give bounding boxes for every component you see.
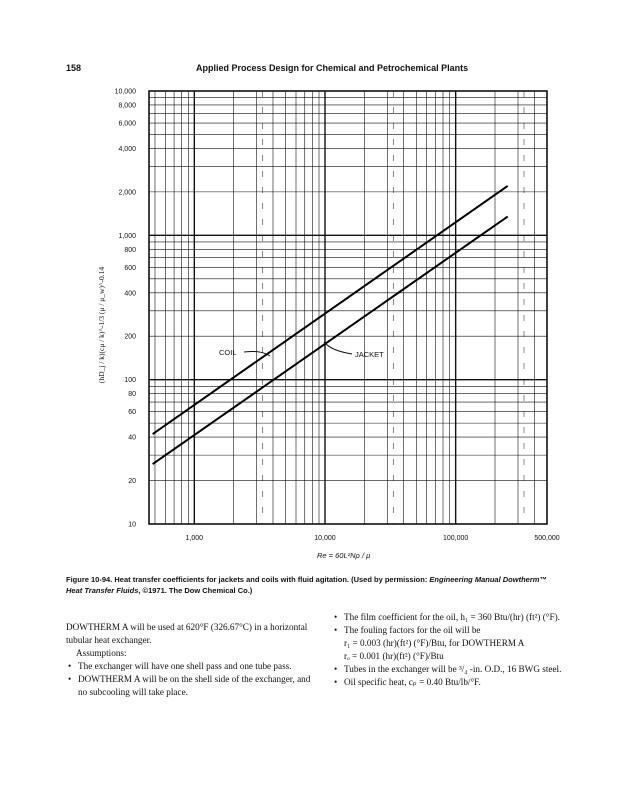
y-tick-label: 10 bbox=[128, 521, 136, 529]
caption-label: Figure 10-94. Heat transfer coefficients for jackets and coils with fluid agitation. (Used by permission: bbox=[66, 575, 430, 584]
x-axis-label: Re = 60L²Nρ / μ bbox=[317, 551, 371, 560]
y-tick-label: 100 bbox=[124, 377, 136, 385]
assumptions-list bbox=[66, 660, 321, 699]
y-tick-label: 2,000 bbox=[118, 189, 136, 197]
series-line-coil bbox=[153, 186, 508, 434]
x-tick-label: 10,000 bbox=[314, 535, 336, 542]
annotation-jacket: JACKET bbox=[355, 350, 384, 359]
list-item: • DOWTHERM A will be on the shell side of the exchanger, and no subcooling will take place. bbox=[66, 673, 321, 699]
page-number: 158 bbox=[66, 63, 82, 73]
list-item: • The exchanger will have one shell pass and one tube pass. bbox=[66, 660, 321, 673]
chart-grid bbox=[149, 91, 547, 524]
y-tick-label: 40 bbox=[128, 434, 136, 442]
caption-rest: , ©1971. The Dow Chemical Co.) bbox=[138, 586, 253, 595]
plot-frame bbox=[149, 91, 547, 524]
y-tick-label: 60 bbox=[128, 409, 136, 417]
y-tick-label: 20 bbox=[128, 478, 136, 486]
y-tick-label: 4,000 bbox=[118, 145, 136, 153]
y-tick-label: 800 bbox=[124, 246, 136, 254]
series-line-jacket bbox=[153, 217, 508, 465]
y-tick-label: 400 bbox=[124, 290, 136, 298]
paragraph-intro: DOWTHERM A will be used at 620°F (326.67°C) in a horizontal tubular heat exchanger. bbox=[66, 622, 308, 645]
chart-series bbox=[153, 186, 508, 464]
y-tick-label: 8,000 bbox=[118, 102, 136, 110]
x-tick-label: 1,000 bbox=[185, 535, 204, 542]
fouling-line-1: The fouling factors for the oil will be bbox=[344, 625, 481, 635]
list-item bbox=[332, 624, 578, 663]
fouling-line-3: rₒ = 0.001 (hr)(ft²) (°F)/Btu bbox=[344, 651, 444, 661]
figure-caption bbox=[66, 574, 556, 596]
caption-source: Engineering Manual Dowtherm™ Heat Transfer Fluids bbox=[66, 575, 547, 595]
left-column bbox=[66, 621, 321, 699]
running-head: Applied Process Design for Chemical and Petrochemical Plants bbox=[196, 63, 469, 73]
assumptions-label: Assumptions: bbox=[76, 648, 127, 658]
y-tick-label: 10,000 bbox=[114, 88, 136, 96]
list-item: • The film coefficient for the oil, h₁ = 360 Btu/(hr) (ft²) (°F). bbox=[332, 611, 578, 624]
list-item: • Tubes in the exchanger will be ³/₄ -in. O.D., 16 BWG steel. bbox=[332, 663, 578, 676]
x-tick-label: 100,000 bbox=[443, 535, 469, 542]
y-tick-label: 200 bbox=[124, 333, 136, 341]
y-tick-label: 80 bbox=[128, 391, 136, 399]
y-tick-label: 1,000 bbox=[118, 232, 136, 240]
x-tick-label: 500,000 bbox=[534, 535, 560, 542]
annotation-coil: COIL bbox=[219, 348, 237, 357]
y-tick-label: 6,000 bbox=[118, 120, 136, 128]
fouling-line-2: r₁ = 0.003 (hr)(ft²) (°F)/Btu, for DOWTHERM A bbox=[344, 638, 525, 648]
list-item: • Oil specific heat, cₚ = 0.40 Btu/lb/°F. bbox=[332, 676, 578, 689]
assumptions-list-continued bbox=[332, 611, 578, 689]
right-column bbox=[332, 611, 578, 689]
y-axis-label: (hD_j / k)(cμ / k)^-1/3 (μ / μ_w)^-0.14 bbox=[97, 266, 106, 384]
y-tick-label: 600 bbox=[124, 264, 136, 272]
annotation-jacket-leader bbox=[324, 342, 352, 354]
